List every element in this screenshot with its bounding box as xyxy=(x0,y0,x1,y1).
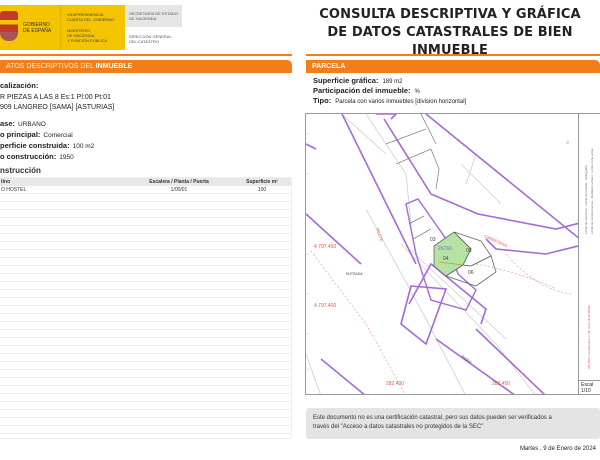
localizacion-line-1 xyxy=(0,94,111,101)
table-row-empty xyxy=(0,282,291,290)
direccion-text: DIRECCIÓN GENERAL xyxy=(129,34,172,39)
table-row-empty xyxy=(0,378,291,386)
participacion-row xyxy=(313,86,420,95)
svg-text:06: 06 xyxy=(468,270,474,276)
section-title-bold: INMUEBLE xyxy=(95,63,133,70)
cadastral-map[interactable] xyxy=(305,113,600,395)
svg-text:282.450: 282.450 xyxy=(492,381,511,387)
table-row-empty xyxy=(0,234,291,242)
table-row-empty xyxy=(0,194,291,202)
ministerio-text-2: DE HACIENDA xyxy=(67,33,95,38)
uso-row xyxy=(0,130,73,139)
superficie-grafica-row xyxy=(313,76,402,85)
document-date: Martes , 9 de Enero de 2024 xyxy=(519,446,596,452)
col-destino: tino xyxy=(1,179,11,185)
uso-value: Comercial xyxy=(43,132,73,139)
participacion-value: % xyxy=(414,89,420,95)
superficie-label: perficie construida: xyxy=(0,141,70,150)
table-row-empty xyxy=(0,242,291,250)
table-row-empty xyxy=(0,290,291,298)
coat-of-arms-icon xyxy=(0,11,18,41)
table-row-empty xyxy=(0,274,291,282)
map-drawing xyxy=(306,114,580,395)
header-divider-left xyxy=(0,54,292,56)
scale-label: Escal xyxy=(581,382,594,388)
parcela-title: PARCELA xyxy=(312,63,346,70)
table-row-empty xyxy=(0,386,291,394)
gobierno-espana-logo xyxy=(0,5,60,50)
note-line-2: través del "Acceso a datos catastrales no protegidos de la SEC" xyxy=(313,424,484,430)
svg-text:4.797.450: 4.797.450 xyxy=(314,244,337,250)
svg-text:05: 05 xyxy=(466,248,472,254)
vicepresidencia-text: VICEPRESIDENCIA xyxy=(67,12,104,17)
table-row-empty xyxy=(0,322,291,330)
table-row-empty xyxy=(0,210,291,218)
superficie-grafica-label: Superficie gráfica: xyxy=(313,76,379,85)
espana-text: DE ESPAÑA xyxy=(23,28,52,34)
svg-text:282,500 Coordenadas U.T.M. Hus: 282,500 Coordenadas U.T.M. Huso 30 ETRS89 xyxy=(587,305,591,369)
address-line-1: R PIEZAS A LAS 8 Es:1 Pl:00 Pt:01 xyxy=(0,94,111,101)
table-row-empty xyxy=(0,362,291,370)
table-row-empty xyxy=(0,346,291,354)
tipo-row xyxy=(313,96,466,105)
table-row-empty xyxy=(0,330,291,338)
construccion-title: nstrucción xyxy=(0,166,41,175)
table-row-empty xyxy=(0,218,291,226)
svg-text:282.400: 282.400 xyxy=(386,381,405,387)
svg-text:PASEO: PASEO xyxy=(460,354,473,365)
section-parcela xyxy=(306,60,600,73)
localizacion-label xyxy=(0,81,38,90)
secretaria-text: SECRETARÍA DE ESTADO xyxy=(129,11,178,16)
clase-row xyxy=(0,119,46,128)
tipo-value: Parcela con varios inmuebles [division horizontal] xyxy=(335,99,467,105)
svg-text:ENTRADA: ENTRADA xyxy=(346,272,363,276)
svg-text:RECTE: RECTE xyxy=(375,227,385,243)
table-row-empty xyxy=(0,202,291,210)
direccion-text-2: DEL CATASTRO xyxy=(129,39,159,44)
cell-superficie: 100 xyxy=(257,186,267,193)
ministry-block xyxy=(60,5,125,50)
table-row-empty xyxy=(0,394,291,402)
ministerio-text: MINISTERIO xyxy=(67,28,91,33)
legend-drawing xyxy=(579,114,600,395)
svg-text:26760: 26760 xyxy=(438,246,452,252)
col-superficie: Superficie m² xyxy=(246,179,278,185)
col-escalera: Escalera / Planta / Puerta xyxy=(149,179,209,185)
tipo-label: Tipo: xyxy=(313,96,332,105)
table-row-empty xyxy=(0,314,291,322)
svg-text:Límite de construcciones · Mob: Límite de construcciones · Mobiliario urbano · Límite zona verde xyxy=(590,148,594,234)
secretaria-text-2: DE HACIENDA xyxy=(129,16,157,21)
table-row-empty xyxy=(0,418,291,426)
gobierno-text: GOBIERNO xyxy=(23,22,50,28)
svg-text:04: 04 xyxy=(443,256,449,262)
table-row-empty xyxy=(0,226,291,234)
table-row-empty xyxy=(0,338,291,346)
title-line-1: CONSULTA DESCRIPTIVA Y GRÁFICA xyxy=(319,7,581,22)
svg-text:N: N xyxy=(565,141,570,144)
selected-parcel[interactable] xyxy=(434,232,471,276)
section-title-text: ATOS DESCRIPTIVOS DEL xyxy=(6,63,96,70)
superficie-grafica-value: 189 m2 xyxy=(382,79,403,85)
superficie-value: 100 m2 xyxy=(72,143,95,150)
vicepresidencia-text-2: CUARTA DEL GOBIERNO xyxy=(67,17,115,22)
government-logo-banner xyxy=(0,5,182,50)
section-datos-descriptivos xyxy=(0,60,292,73)
map-legend xyxy=(578,114,600,395)
svg-text:03: 03 xyxy=(430,237,436,243)
table-row-empty xyxy=(0,266,291,274)
scale-box xyxy=(578,380,600,394)
anio-value: 1950 xyxy=(59,154,74,161)
table-row-empty xyxy=(0,402,291,410)
clase-value: URBANO xyxy=(18,121,46,128)
title-line-2: DE DATOS CATASTRALES DE BIEN INMUEBLE xyxy=(327,25,573,58)
anio-label: o construcción: xyxy=(0,152,57,161)
table-row-empty xyxy=(0,354,291,362)
anio-row xyxy=(0,152,74,161)
ministerio-text-3: Y FUNCIÓN PÚBLICA xyxy=(67,38,108,43)
cell-destino: O HOSTEL xyxy=(1,186,27,193)
table-row-empty xyxy=(0,250,291,258)
svg-text:4.797.400: 4.797.400 xyxy=(314,303,337,309)
table-row-empty xyxy=(0,370,291,378)
svg-text:Límite de manzana · Límite de: Límite de manzana · Límite de parcela · Hidrografía xyxy=(584,165,588,234)
construccion-table xyxy=(0,177,292,439)
superficie-row xyxy=(0,141,94,150)
table-row-empty xyxy=(0,258,291,266)
table-row-empty xyxy=(0,298,291,306)
localizacion-line-2 xyxy=(0,104,114,111)
table-row-empty xyxy=(0,410,291,418)
secretaria-block xyxy=(125,5,182,50)
svg-text:CARRETERA: CARRETERA xyxy=(483,233,509,249)
table-row xyxy=(0,186,291,194)
uso-label: o principal: xyxy=(0,130,41,139)
participacion-label: Participación del inmueble: xyxy=(313,86,411,95)
clase-label: ase: xyxy=(0,119,16,128)
table-row-empty xyxy=(0,426,291,434)
scale-value: 1/10 xyxy=(581,388,591,394)
localizacion-label-text: calización: xyxy=(0,81,39,90)
table-header xyxy=(0,178,291,186)
address-line-2: 909 LANGREO [SAMA] [ASTURIAS] xyxy=(0,104,115,111)
note-line-1: Este documento no es una certificación catastral, pero sus datos pueden ser verificados a xyxy=(313,415,552,421)
cell-escalera: 1/00/01 xyxy=(170,186,188,193)
table-row-empty xyxy=(0,306,291,314)
disclaimer-note xyxy=(306,408,600,439)
